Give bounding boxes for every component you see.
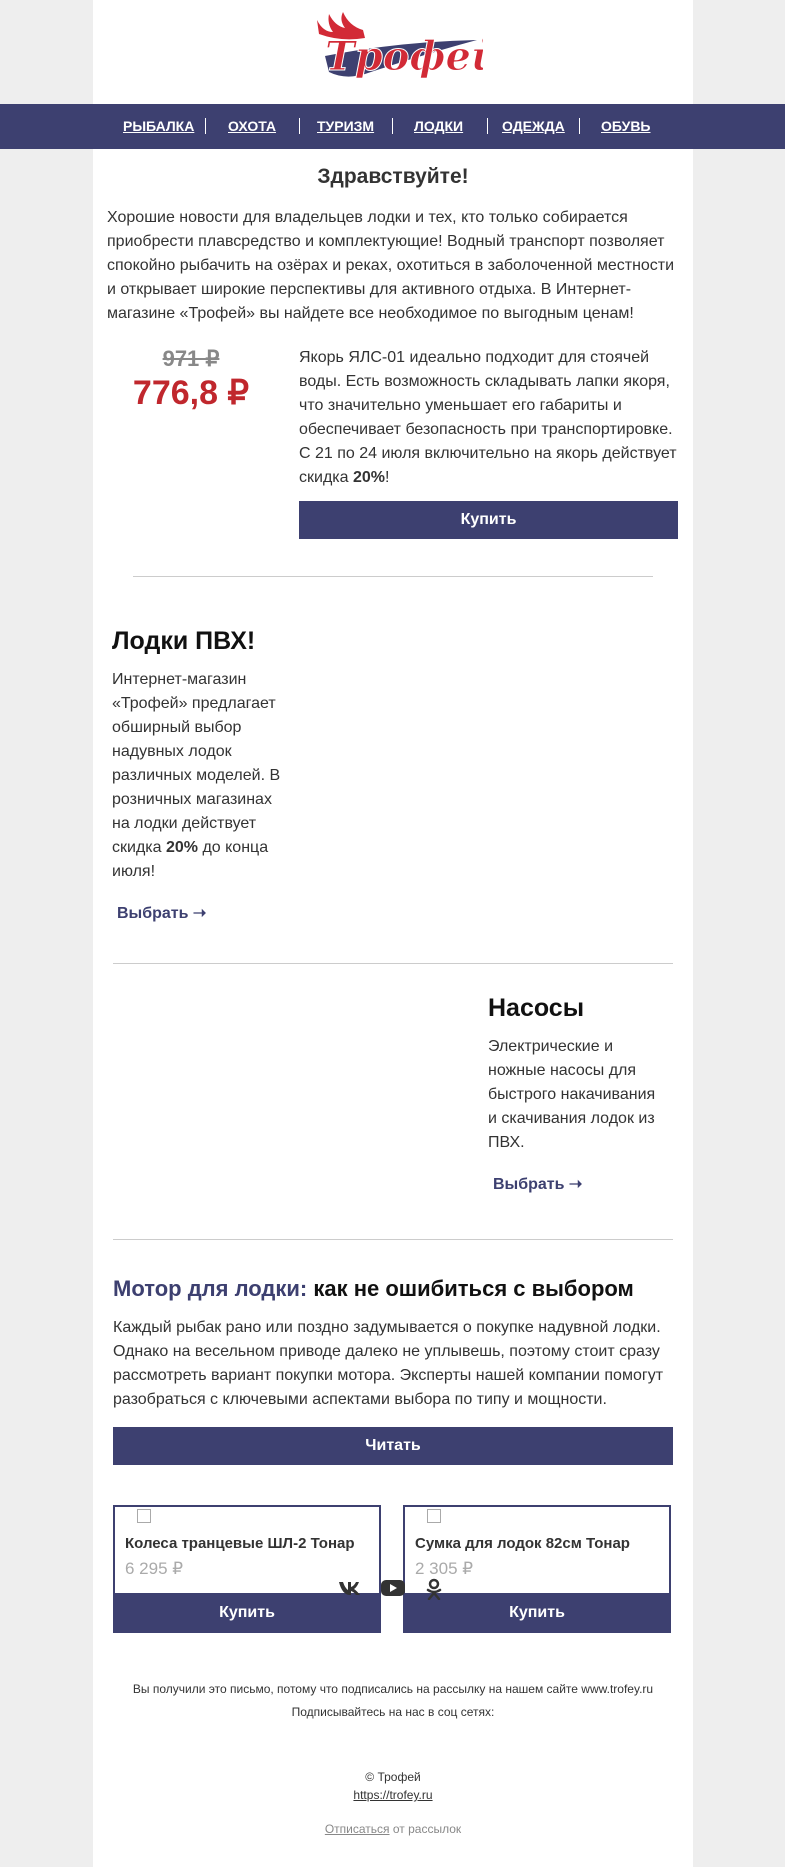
- greeting-heading: Здравствуйте!: [317, 165, 469, 188]
- motor-title-accent: Мотор для лодки:: [113, 1276, 308, 1301]
- youtube-icon-graphic: [380, 1578, 406, 1598]
- anchor-old-price: 971 ₽: [162, 346, 220, 371]
- divider: [113, 963, 673, 964]
- product-image-placeholder: [427, 1509, 441, 1523]
- product-name[interactable]: Колеса транцевые ШЛ-2 Тонар: [125, 1535, 355, 1552]
- anchor-buy-button[interactable]: Купить: [299, 501, 678, 539]
- divider: [113, 1239, 673, 1240]
- trofey-logo[interactable]: [305, 12, 483, 90]
- odnoklassniki-icon-graphic: [425, 1578, 443, 1600]
- nav-separator: [392, 118, 393, 134]
- product-buy-button[interactable]: Купить: [403, 1593, 671, 1633]
- anchor-discount: 20%: [352, 469, 385, 486]
- pumps-title: Насосы: [488, 994, 585, 1022]
- motor-article-title: [113, 1276, 683, 1302]
- nav-separator: [579, 118, 580, 134]
- youtube-icon[interactable]: [380, 1578, 406, 1603]
- product-buy-button[interactable]: Купить: [113, 1593, 381, 1633]
- header: [93, 0, 693, 104]
- boats-description: [112, 668, 292, 884]
- trofey-logo-image: [305, 12, 483, 90]
- pumps-choose-link[interactable]: Выбрать ➝: [493, 1176, 583, 1193]
- logo-text: Трофей: [325, 33, 483, 80]
- anchor-new-price: 776,8 ₽: [132, 374, 250, 412]
- nav-separator: [487, 118, 488, 134]
- nav-item-shoes[interactable]: ОБУВЬ: [601, 118, 651, 134]
- footer-copyright: © Трофей: [365, 1770, 421, 1784]
- nav-separator: [205, 118, 206, 134]
- product-name[interactable]: Сумка для лодок 82см Тонар: [415, 1535, 630, 1552]
- intro-paragraph: Хорошие новости для владельцев лодки и тех, кто только собирается приобрести плавсредство и комплектующие! Водный транспорт позволяет спокойно рыбачить на озёрах и реках, охотиться в заболоченной местности и открывает широкие перспективы для активного отдыха. В Интернет-магазине «Трофей» вы найдете все необходимое по выгодным ценам!: [107, 209, 675, 322]
- footer-site-link[interactable]: https://trofey.ru: [353, 1788, 433, 1802]
- anchor-description-end: !: [385, 469, 390, 486]
- odnoklassniki-icon[interactable]: [425, 1578, 443, 1605]
- vk-icon-graphic: [338, 1578, 362, 1598]
- nav-item-hunting[interactable]: ОХОТА: [228, 118, 277, 134]
- motor-article-text: Каждый рыбак рано или поздно задумывается о покупке надувной лодки. Однако на весельном приводе далеко не уплывешь, поэтому стоит сразу рассмотреть вариант покупки мотора. Эксперты нашей компании помогут разобраться с ключевыми аспектами выбора по типу и мощности.: [113, 1319, 664, 1408]
- boats-discount: 20%: [165, 839, 198, 856]
- nav-separator: [299, 118, 300, 134]
- footer-unsubscribe: [93, 1822, 693, 1836]
- product-image-placeholder: [137, 1509, 151, 1523]
- nav-item-clothing[interactable]: ОДЕЖДА: [502, 118, 565, 134]
- product-price: 2 305 ₽: [415, 1559, 474, 1578]
- footer-site-link-wrap: [93, 1788, 693, 1802]
- unsubscribe-rest: от рассылок: [389, 1822, 462, 1836]
- nav-item-boats[interactable]: ЛОДКИ: [414, 118, 464, 134]
- boats-description-text: Интернет-магазин «Трофей» предлагает обширный выбор надувных лодок различных моделей. В розничных магазинах на лодки действует скидка: [112, 671, 281, 856]
- read-article-button[interactable]: Читать: [113, 1427, 673, 1465]
- nav-item-fishing[interactable]: РЫБАЛКА: [123, 118, 195, 134]
- product-price: 6 295 ₽: [125, 1559, 184, 1578]
- footer-social-prompt: Подписывайтесь на нас в соц сетях:: [291, 1705, 495, 1719]
- boats-choose-link[interactable]: Выбрать ➝: [117, 905, 207, 922]
- nav-bar: [0, 104, 785, 149]
- boats-description-end: до конца июля!: [112, 839, 269, 880]
- anchor-description: [299, 346, 679, 490]
- boats-title: Лодки ПВХ!: [112, 627, 256, 655]
- vk-icon[interactable]: [338, 1578, 362, 1603]
- nav-item-tourism[interactable]: ТУРИЗМ: [317, 118, 375, 134]
- motor-title-rest: как не ошибиться с выбором: [307, 1276, 634, 1301]
- product-card[interactable]: [403, 1505, 671, 1633]
- divider: [133, 576, 653, 577]
- pumps-description: Электрические и ножные насосы для быстрого накачивания и скачивания лодок из ПВХ.: [488, 1038, 656, 1151]
- unsubscribe-link[interactable]: Отписаться: [324, 1822, 390, 1836]
- anchor-description-text: Якорь ЯЛС-01 идеально подходит для стоячей воды. Есть возможность складывать лапки якоря, что значительно уменьшает его габариты и обеспечивает безопасность при транспортировке. С 21 по 24 июля включительно на якорь действует скидка: [299, 349, 677, 486]
- product-card[interactable]: [113, 1505, 381, 1633]
- footer-reason: Вы получили это письмо, потому что подписались на рассылку на нашем сайте www.trofey.ru: [132, 1682, 654, 1696]
